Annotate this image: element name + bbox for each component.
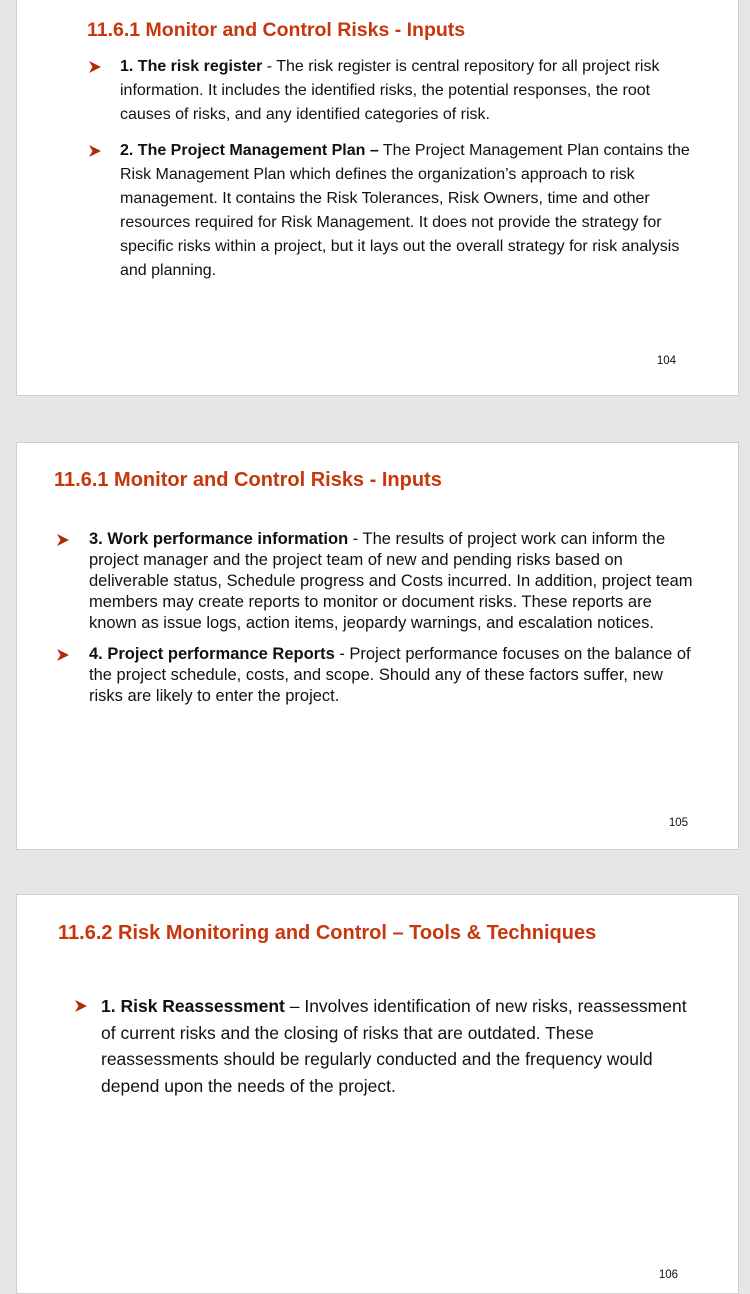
bullet-item [89, 644, 701, 707]
slide-106 [16, 894, 739, 1294]
bullet-item [101, 993, 691, 1099]
arrowhead-bullet-icon [57, 649, 69, 661]
arrowhead-bullet-icon [57, 534, 69, 546]
bullet-text: - Project performance focuses on the balance of the project schedule, costs, and scope. Should any of these factors suffer, new risks are likely to enter the project. [89, 645, 691, 705]
bullet-text: - The risk register is central repository for all project risk information. It includes the identified risks, the potential responses, the root causes of risks, and any identified categories of risk. [120, 58, 660, 123]
slide-title: 11.6.2 Risk Monitoring and Control – Tools & Techniques [58, 922, 597, 944]
arrowhead-bullet-icon [89, 61, 101, 73]
arrowhead-bullet-icon [75, 1000, 87, 1012]
bullet-lead: 4. Project performance Reports [89, 645, 335, 663]
bullet-text: - The results of project work can inform the project manager and the project team of new and pending risks based on deliverable status, Schedule progress and Costs incurred. In addition, project team members may create reports to monitor or document risks. These reports are known as issue logs, action items, jeopardy warnings, and escalation notices. [89, 530, 693, 632]
page-number: 105 [668, 817, 688, 829]
bullet-text: – Involves identification of new risks, reassessment of current risks and the closing of risks that are outdated. These reassessments should be regularly conducted and the frequency would depend upon the needs of the project. [101, 996, 687, 1096]
slide-title: 11.6.1 Monitor and Control Risks - Inputs [54, 469, 442, 491]
page-number: 104 [656, 355, 676, 367]
bullet-lead: 1. The risk register [120, 58, 263, 75]
bullet-list [120, 55, 692, 295]
slide-title: 11.6.1 Monitor and Control Risks - Inputs [87, 19, 466, 41]
slide-104 [16, 0, 739, 396]
slide-105 [16, 442, 739, 850]
page-number: 106 [658, 1269, 678, 1281]
bullet-item [89, 529, 701, 634]
bullet-lead: 1. Risk Reassessment [101, 996, 285, 1016]
bullet-list [101, 993, 691, 1099]
arrowhead-bullet-icon [89, 145, 101, 157]
bullet-lead: 2. The Project Management Plan – [120, 142, 379, 159]
bullet-list [89, 529, 701, 717]
bullet-lead: 3. Work performance information [89, 530, 349, 548]
bullet-text: The Project Management Plan contains the Risk Management Plan which defines the organization’s approach to risk management. It contains the Risk Tolerances, Risk Owners, time and other resources required for Risk Management. It does not provide the strategy for specific risks within a project, but it lays out the overall strategy for risk analysis and planning. [120, 142, 690, 279]
bullet-item [120, 139, 692, 283]
bullet-item [120, 55, 692, 127]
